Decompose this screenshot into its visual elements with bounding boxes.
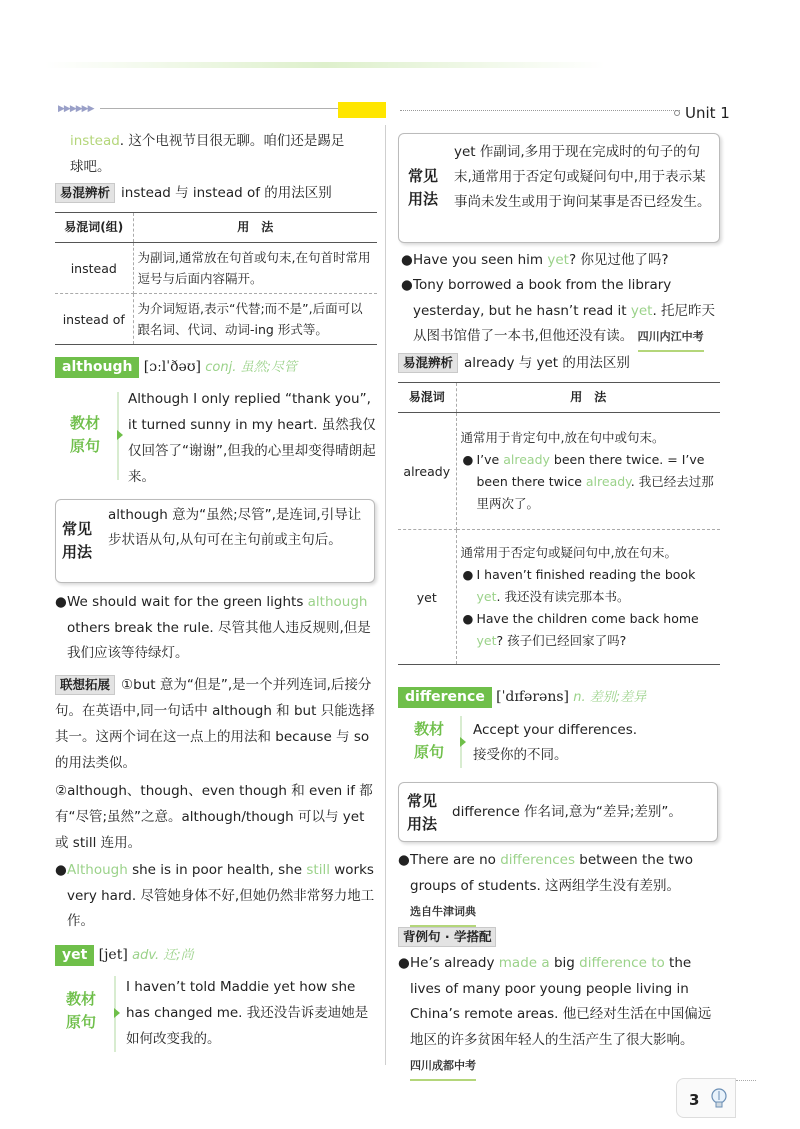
expand-tag: 联想拓展 (55, 675, 115, 695)
confuse2-heading (398, 350, 723, 376)
table2-header-word: 易混词 (398, 383, 456, 413)
ex-text: We should wait for the green lights (67, 594, 308, 610)
ex-highlight: yet (547, 252, 569, 268)
usage-text: 通常用于否定句或疑问句中,放在句末。 (460, 545, 677, 560)
intro-highlight: instead (70, 133, 120, 149)
although-word: although (55, 357, 139, 378)
usage-label-line2: 用法 (62, 543, 93, 561)
header-rule (100, 108, 340, 109)
confuse1-title: instead 与 instead of 的用法区别 (121, 185, 332, 201)
ex-text: There are no (410, 852, 501, 868)
table2-word-already: already (398, 413, 456, 530)
bullet-icon: ● (462, 611, 474, 626)
top-decor-band (45, 62, 605, 68)
phrase-example (398, 951, 722, 1081)
yet-word: yet (55, 945, 94, 966)
confuse1-tag: 易混辨析 (55, 183, 115, 203)
table2-header-usage: 用 法 (456, 383, 720, 413)
confuse1-table (55, 212, 377, 345)
table-row (55, 243, 377, 294)
header-highlight-mark (338, 102, 386, 118)
bullet-icon: ● (462, 567, 474, 582)
yet-heading (55, 942, 380, 969)
intro-line-2: 球吧。 (70, 159, 111, 175)
ex-text: Have the children come back home (476, 611, 699, 626)
difference-phonetic: [ˈdɪfərəns] (496, 689, 569, 705)
bullet-icon: ● (398, 852, 410, 868)
yet-example-1 (401, 248, 723, 274)
bullet-icon: ● (401, 252, 413, 268)
table1-word-instead: instead (55, 243, 133, 294)
ex-text: He’s already (410, 955, 499, 971)
confuse2-table (398, 382, 720, 665)
ex-text: she is in poor health, she (127, 862, 307, 878)
table1-usage-instead-of: 为介词短语,表示“代替;而不是”,后面可以跟名词、代词、动词-ing 形式等。 (133, 294, 377, 345)
difference-src-label (412, 718, 446, 764)
difference-example (398, 848, 722, 927)
unit-dot-icon (674, 110, 680, 116)
although-usage-label (62, 518, 96, 564)
yet-phonetic: [jet] (98, 947, 128, 963)
yet-usage-label (408, 165, 442, 211)
ex-highlight: yet (476, 589, 497, 604)
src-label-line1: 教材 (69, 414, 100, 432)
table1-header-usage: 用 法 (133, 213, 377, 243)
ex-highlight: yet (630, 302, 653, 319)
src-label-line1: 教材 (65, 990, 96, 1008)
ex-highlight: although (307, 594, 368, 610)
unit-title: Unit 1 (685, 104, 730, 122)
ex-highlight: yet (476, 633, 497, 648)
usage-label-line1: 常见 (62, 520, 93, 538)
expand-text-2: ②although、though、even though 和 even if 都有“尽管;虽然”之意。although/though 可以与 yet 或 still 连用。 (55, 783, 373, 851)
table1-word-instead-of: instead of (55, 294, 133, 345)
ex-highlight: already (585, 474, 631, 489)
arrow-right-icon (460, 737, 466, 747)
although-usage-text: although 意为“虽然;尽管”,是连词,引导让步状语从句,从句可在主句前或主句后。 (108, 507, 362, 548)
phrase-heading (398, 924, 502, 950)
arrow-right-icon (114, 1008, 120, 1018)
ex-highlight: difference to (579, 955, 665, 971)
ex-text: big (549, 955, 580, 971)
footer-rule (736, 1080, 756, 1081)
although-src-label (68, 412, 102, 458)
bullet-icon: ● (401, 277, 413, 293)
header-rule-dotted (400, 110, 680, 111)
usage-label-line2: 用法 (408, 190, 439, 208)
ex-highlight: differences (500, 852, 576, 868)
difference-src-text-en: Accept your differences. (473, 722, 638, 738)
table-row (55, 294, 377, 345)
ex-highlight: made a (498, 955, 550, 971)
difference-usage-text: difference 作名词,意为“差异;差别”。 (452, 804, 682, 820)
ex-text: between the two groups of students. 这两组学生没有差别。 (410, 852, 694, 894)
page-number-box (676, 1078, 736, 1118)
usage-label-line1: 常见 (407, 792, 438, 810)
ex-text: I haven’t finished reading the book (476, 567, 696, 582)
ex-highlight: already (503, 452, 550, 467)
column-divider (385, 125, 386, 1065)
ex-text: been there twice. = I’ve been there twice (476, 452, 705, 489)
difference-word: difference (398, 687, 492, 708)
ex-text: . 我还没有读完那本书。 (496, 589, 630, 604)
bullet-icon: ● (398, 955, 410, 971)
src-label-line2: 原句 (65, 1013, 96, 1031)
src-label-line2: 原句 (413, 743, 444, 761)
ex-text: ? 你见过他了吗? (568, 252, 669, 268)
although-example-2 (55, 858, 377, 935)
bullet-icon: ● (55, 594, 67, 610)
source-tag: 四川成都中考 (410, 1053, 476, 1081)
yet-table-example-2 (461, 608, 717, 652)
expand-text-1: ①but 意为“但是”,是一个并列连词,后接分句。在英语中,同一句话中 although 和 but 只能选择其一。这两个词在这一点上的用法和 because 与 so 的用法类似。 (55, 677, 375, 771)
table-row (398, 530, 720, 665)
intro-line (70, 128, 380, 154)
ex-text: Have you seen him (413, 252, 548, 268)
ex-text: . 托尼昨天从图书馆借了一本书,但他还没有读。 (413, 302, 716, 344)
table2-usage-yet (456, 530, 720, 665)
confuse2-title: already 与 yet 的用法区别 (464, 355, 630, 371)
ex-text: Tony borrowed a book from the library yesterday, but he hasn’t read it (413, 277, 672, 319)
source-tag: 选自牛津词典 (410, 899, 476, 927)
ex-text: . 我已经去过那里两次了。 (476, 474, 714, 511)
although-heading (55, 354, 380, 381)
usage-label-line2: 用法 (407, 815, 438, 833)
ex-text: works very hard. 尽管她身体不好,但她仍然非常努力地工作。 (67, 862, 375, 929)
table2-word-yet: yet (398, 530, 456, 665)
ex-text: ? 孩子们已经回家了吗? (496, 633, 627, 648)
although-example-1 (55, 590, 377, 667)
yet-table-example-1 (461, 564, 717, 608)
although-src-text: Although I only replied “thank you”, it turned sunny in my heart. 虽然我仅仅回答了“谢谢”,但我的心里却变得晴朗起来。 (128, 391, 376, 485)
src-label-line2: 原句 (69, 437, 100, 455)
confuse2-tag: 易混辨析 (398, 353, 458, 373)
ex-highlight: Although (67, 862, 128, 878)
yet-usage-text: yet 作副词,多用于现在完成时的句子的句末,通常用于否定句或疑问句中,用于表示某事尚未发生或用于询问某事是否已经发生。 (454, 144, 711, 210)
bullet-icon: ● (462, 452, 474, 467)
difference-usage-label (407, 790, 441, 836)
although-expand (55, 672, 377, 776)
table2-usage-already (456, 413, 720, 530)
yet-example-2 (401, 273, 723, 352)
yet-src-label (64, 988, 98, 1034)
phrase-tag: 背例句 · 学搭配 (398, 927, 496, 947)
bullet-icon: ● (55, 862, 67, 878)
ex-text: I’ve (476, 452, 504, 467)
page-number: 3 (689, 1091, 700, 1109)
yet-pos: adv. 还;尚 (132, 948, 194, 963)
header-arrows-icon: ▶▶▶▶▶▶ (58, 104, 94, 114)
difference-src-text-zh: 接受你的不同。 (473, 747, 568, 763)
table1-header-word: 易混词(组) (55, 213, 133, 243)
difference-heading (398, 684, 723, 711)
intro-text: . 这个电视节目很无聊。咱们还是踢足 (119, 133, 345, 149)
src-label-line1: 教材 (413, 720, 444, 738)
although-phonetic: [ɔːlˈðəʊ] (143, 359, 201, 375)
table1-usage-instead: 为副词,通常放在句首或句末,在句首时常用逗号与后面内容隔开。 (133, 243, 377, 294)
difference-pos: n. 差别;差异 (573, 690, 647, 705)
table-row (398, 413, 720, 530)
source-tag: 四川内江中考 (638, 324, 704, 352)
usage-label-line1: 常见 (408, 167, 439, 185)
although-pos: conj. 虽然;尽管 (205, 360, 297, 375)
arrow-right-icon (117, 430, 123, 440)
confuse1-heading (55, 180, 380, 206)
yet-src-text: I haven’t told Maddie yet how she has changed me. 我还没告诉麦迪她是如何改变我的。 (126, 979, 369, 1047)
already-example (461, 449, 717, 515)
ex-highlight: still (306, 862, 330, 878)
usage-text: 通常用于肯定句中,放在句中或句末。 (460, 430, 665, 445)
ex-text: others break the rule. 尽管其他人违反规则,但是我们应该等待绿灯。 (67, 619, 371, 661)
lightbulb-icon (709, 1087, 729, 1111)
ex-text: the lives of many poor young people living in China’s remote areas. 他已经对生活在中国偏远地区的许多贫困年轻人的生活产生了很大影响。 (410, 955, 712, 1048)
